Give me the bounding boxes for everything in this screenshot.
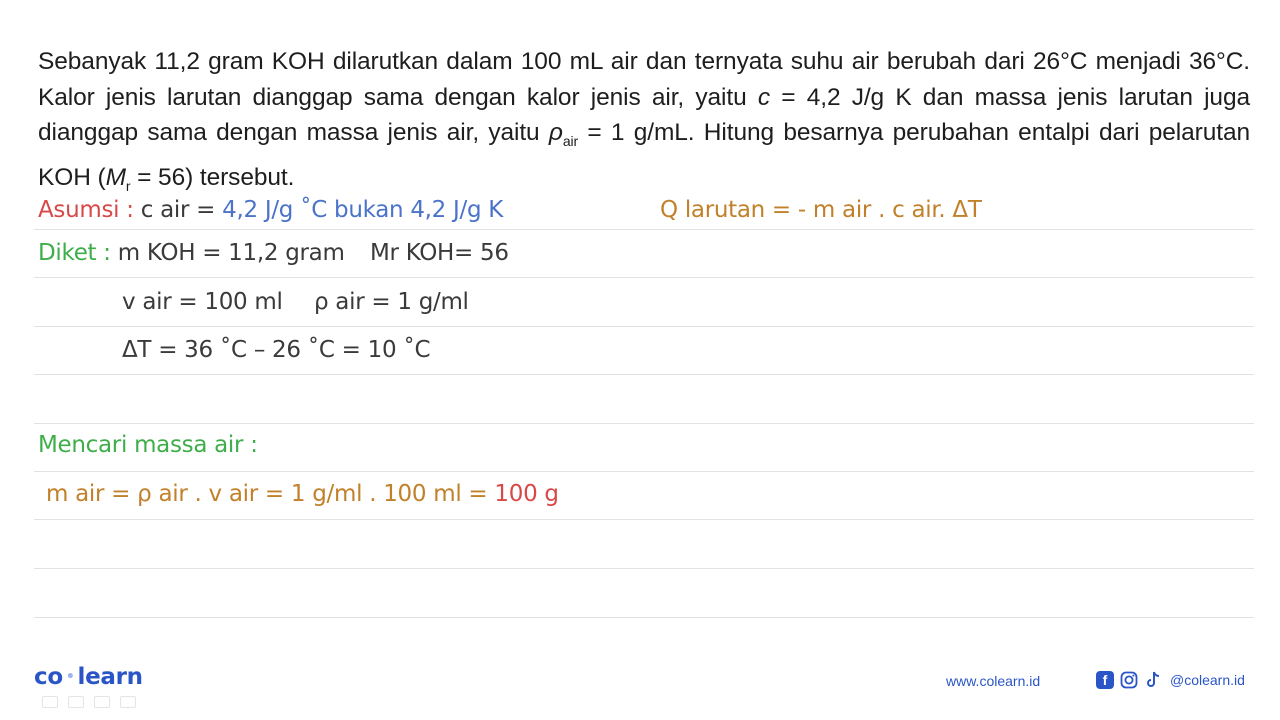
logo-co: co (34, 664, 63, 690)
facebook-icon[interactable]: f (1096, 671, 1114, 689)
ruled-line (34, 277, 1254, 278)
asumsi-line (38, 197, 503, 223)
asumsi-label: Asumsi : (38, 197, 134, 223)
instagram-icon[interactable] (1120, 671, 1138, 689)
diket-line (38, 240, 345, 266)
colearn-logo (34, 664, 143, 690)
rho-air: ρ air = 1 g/ml (314, 289, 469, 315)
molar-mass-subscript: r (125, 177, 131, 194)
massa-formula: m air = ρ air . v air = 1 g/ml . 100 ml = (46, 481, 495, 507)
diket-m-koh: m KOH = 11,2 gram (117, 240, 345, 266)
q-formula: Q larutan = - m air . c air. ΔT (660, 197, 982, 223)
ruled-line (34, 617, 1254, 618)
social-handle[interactable]: @colearn.id (1170, 672, 1245, 688)
faded-icon (120, 696, 136, 708)
problem-statement (38, 44, 1250, 204)
logo-dot: • (65, 669, 75, 685)
specific-heat-symbol: c (757, 83, 771, 111)
faded-icon (94, 696, 110, 708)
social-links (1096, 671, 1245, 689)
ruled-line (34, 326, 1254, 327)
massa-air-line (46, 481, 559, 507)
tiktok-icon[interactable] (1144, 671, 1162, 689)
faded-toolbar-icons (42, 696, 136, 708)
problem-text-part-3: = 1 g/mL. Hitung besarnya perubahan entalpi dari pelarutan KOH ( (38, 119, 1251, 191)
ruled-line (34, 229, 1254, 230)
diket-mr-koh: Mr KOH= 56 (370, 240, 509, 266)
problem-text-part-2: = 4,2 J/g K dan massa jenis larutan juga dianggap sama dengan massa jenis air, yaitu (38, 83, 1250, 146)
ruled-line (34, 471, 1254, 472)
problem-text-part-4: = 56) tersebut. (130, 163, 295, 191)
asumsi-value: 4,2 J/g ˚C bukan 4,2 J/g K (222, 197, 504, 223)
molar-mass-symbol: M (105, 163, 126, 191)
problem-text-part-1: Sebanyak 11,2 gram KOH dilarutkan dalam 100 mL air dan ternyata suhu air berubah dari 26°C menjadi 36°C. Kalor jenis larutan dianggap sama dengan kalor jenis air, yaitu (38, 48, 1250, 111)
ruled-line (34, 374, 1254, 375)
massa-result: 100 g (494, 481, 559, 507)
density-symbol: ρ (548, 119, 563, 146)
v-air: v air = 100 ml (122, 289, 283, 315)
mencari-massa-label: Mencari massa air : (38, 432, 258, 458)
faded-icon (68, 696, 84, 708)
asumsi-c-air: c air = (140, 197, 223, 223)
ruled-line (34, 519, 1254, 520)
diket-label: Diket : (38, 240, 111, 266)
logo-learn: learn (77, 664, 143, 690)
delta-t: ΔT = 36 ˚C – 26 ˚C = 10 ˚C (122, 337, 431, 363)
ruled-line (34, 423, 1254, 424)
faded-icon (42, 696, 58, 708)
website-url[interactable]: www.colearn.id (946, 673, 1041, 689)
density-subscript: air (562, 133, 579, 149)
ruled-line (34, 568, 1254, 569)
